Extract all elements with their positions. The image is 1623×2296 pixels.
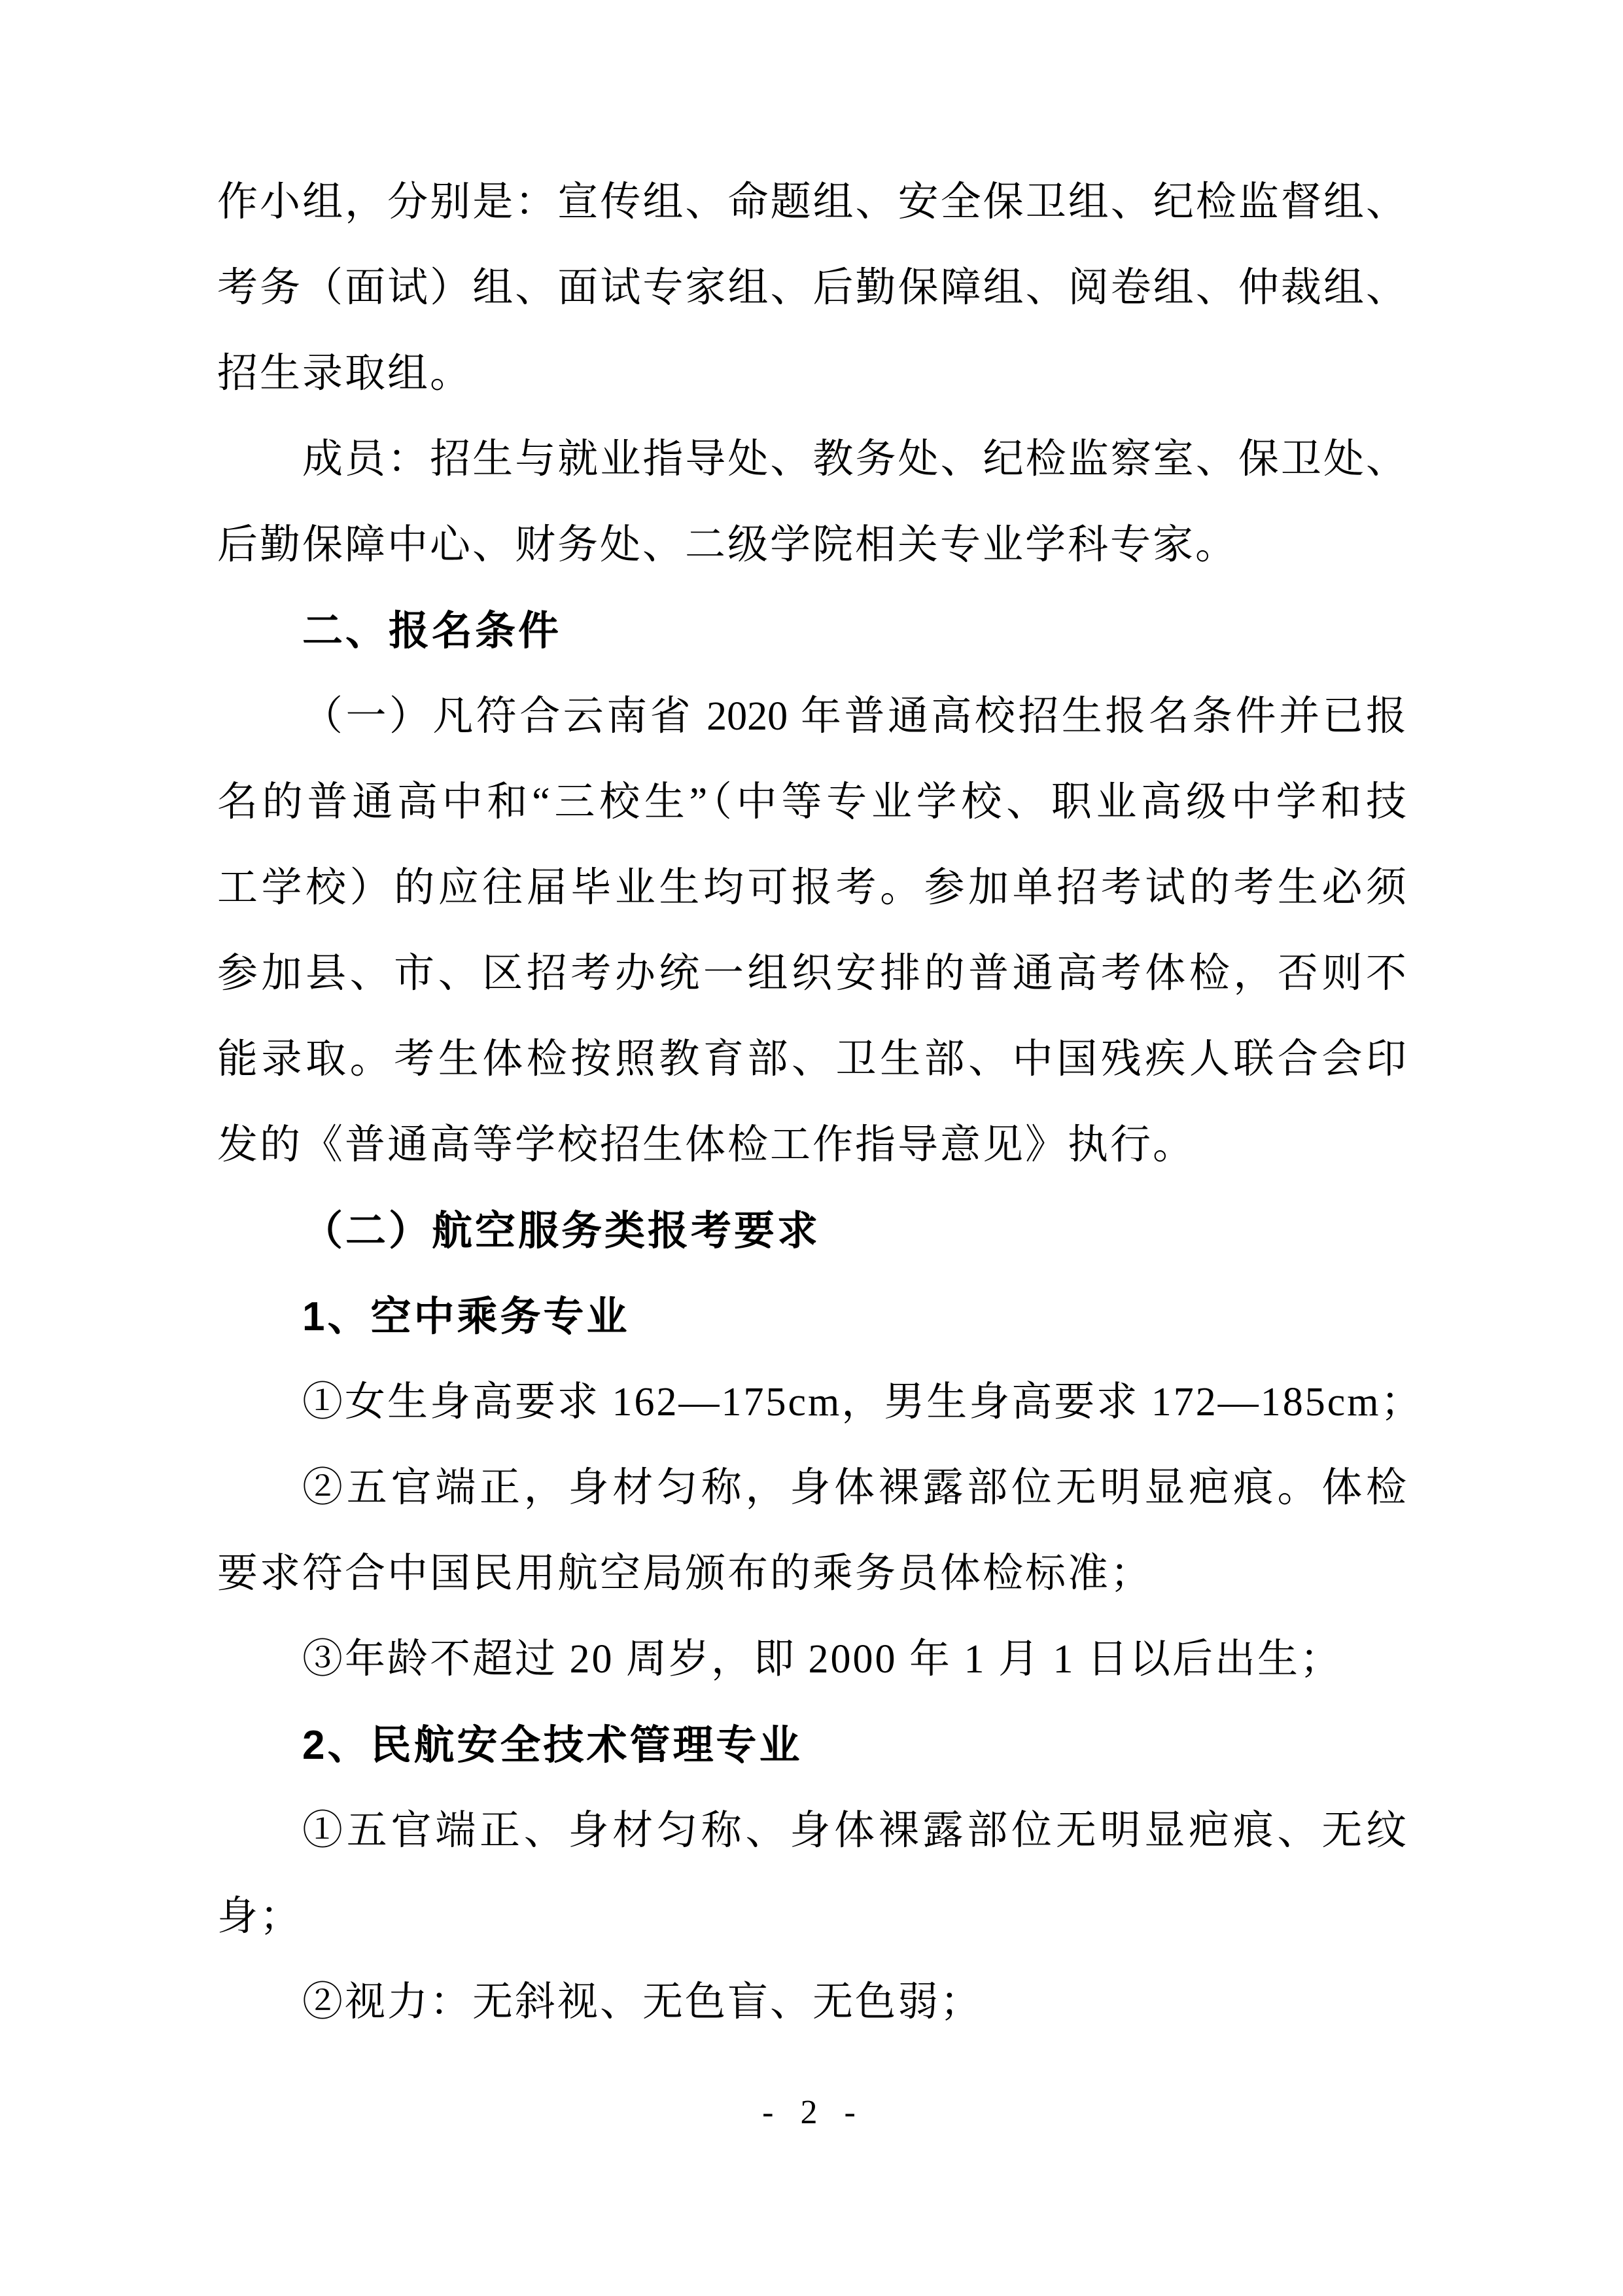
item-appearance2-line-1: ①五官端正、身材匀称、身体裸露部位无明显疤痕、无纹: [302, 1809, 1406, 1853]
para-eligibility-line-1: （一）凡符合云南省 2020 年普通高校招生报名条件并已报: [302, 694, 1406, 739]
para-eligibility-line-4: 参加县、市、区招考办统一组织安排的普通高考体检，否则不: [217, 951, 1406, 996]
para-workgroups-line-1: 作小组，分别是：宣传组、命题组、安全保卫组、纪检监督组、: [217, 180, 1406, 224]
para-eligibility-line-6: 发的《普通高等学校招生体检工作指导意见》执行。: [217, 1123, 1196, 1167]
item-height-requirement: ①女生身高要求 162—175cm，男生身高要求 172—185cm；: [302, 1380, 1423, 1424]
heading-security-major: 2、民航安全技术管理专业: [302, 1723, 803, 1768]
item-appearance-line-1: ②五官端正，身材匀称，身体裸露部位无明显疤痕。体检: [302, 1466, 1406, 1510]
item-vision-requirement: ②视力：无斜视、无色盲、无色弱；: [302, 1980, 983, 2024]
para-members-line-1: 成员：招生与就业指导处、教务处、纪检监察室、保卫处、: [302, 437, 1406, 482]
para-eligibility-line-5: 能录取。考生体检按照教育部、卫生部、中国残疾人联合会印: [217, 1037, 1406, 1082]
document-body: [217, 160, 1423, 2045]
heading-cabin-crew-major: 1、空中乘务专业: [302, 1294, 630, 1339]
item-appearance2-line-2: 身；: [217, 1894, 303, 1939]
page-number: - 2 -: [762, 2094, 861, 2131]
heading-section-2: 二、报名条件: [302, 609, 562, 654]
item-appearance-line-2: 要求符合中国民用航空局颁布的乘务员体检标准；: [217, 1551, 1153, 1596]
para-eligibility-line-3: 工学校）的应往届毕业生均可报考。参加单招考试的考生必须: [217, 866, 1406, 910]
para-members-line-2: 后勤保障中心、财务处、二级学院相关专业学科专家。: [217, 523, 1238, 567]
heading-aviation-service: （二）航空服务类报考要求: [302, 1209, 821, 1254]
para-workgroups-line-3: 招生录取组。: [217, 351, 473, 396]
para-eligibility-line-2: 名的普通高中和“三校生”（中等专业学校、职业高级中学和技: [217, 780, 1406, 824]
item-age-requirement: ③年龄不超过 20 周岁，即 2000 年 1 月 1 日以后出生；: [302, 1637, 1343, 1682]
para-workgroups-line-2: 考务（面试）组、面试专家组、后勤保障组、阅卷组、仲裁组、: [217, 266, 1406, 310]
